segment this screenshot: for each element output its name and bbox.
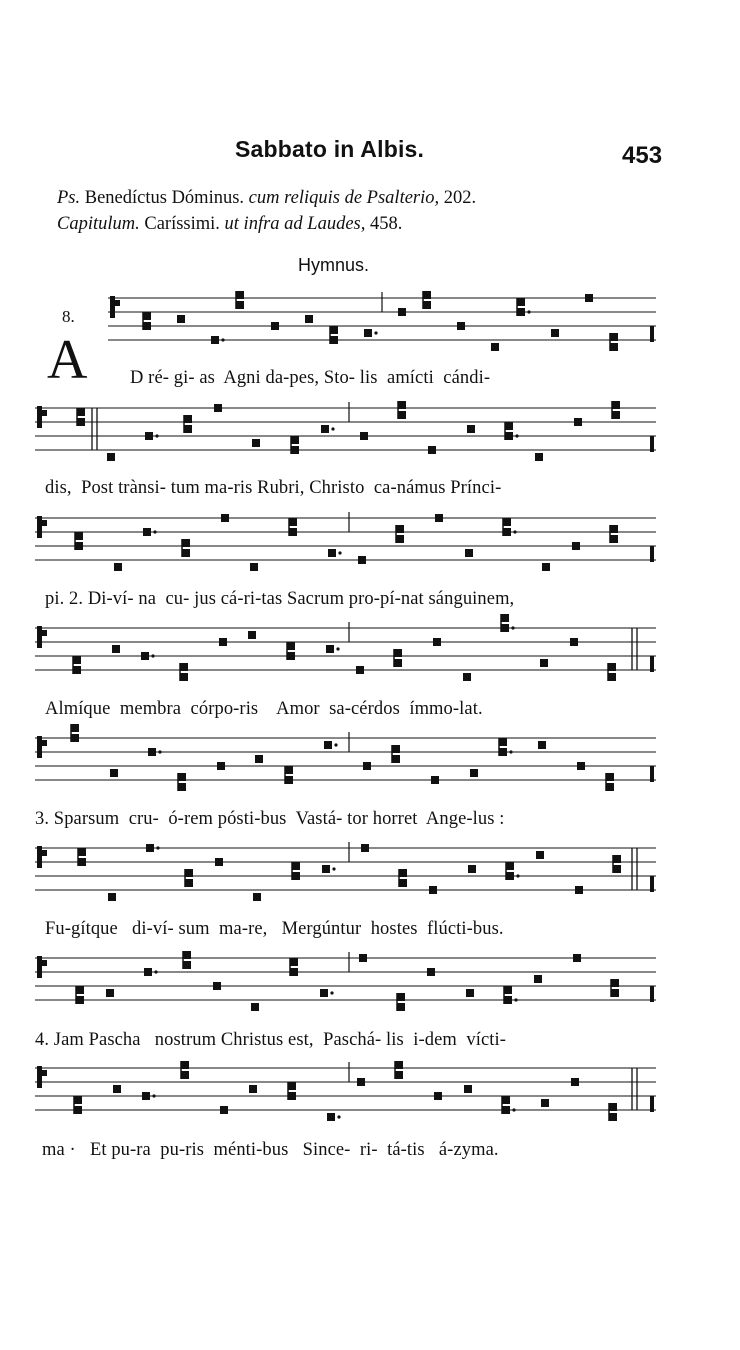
- lyric-line-5: 3. Sparsum cru- ó-rem pósti-bus Vastá- tor horret Ange-lus :: [35, 809, 505, 829]
- neume-upper: [78, 848, 86, 856]
- neume: [322, 865, 330, 873]
- neume: [184, 425, 192, 433]
- neume-upper: [504, 986, 512, 994]
- neume: [292, 872, 300, 880]
- neume-upper: [612, 401, 620, 409]
- neume-upper: [291, 436, 299, 444]
- c-clef-head: [42, 410, 47, 416]
- mora-dot: [513, 530, 516, 533]
- neume: [457, 322, 465, 330]
- neume-upper: [611, 979, 619, 987]
- neume: [182, 549, 190, 557]
- neume: [74, 1106, 82, 1114]
- mora-dot: [151, 654, 154, 657]
- neume: [183, 961, 191, 969]
- neume-upper: [185, 869, 193, 877]
- rubric-part: Ps.: [57, 188, 81, 208]
- neume: [288, 1092, 296, 1100]
- neume-upper: [75, 532, 83, 540]
- neume: [180, 673, 188, 681]
- mora-dot: [516, 874, 519, 877]
- neume-upper: [289, 518, 297, 526]
- neume-upper: [77, 408, 85, 416]
- c-clef: [37, 626, 42, 648]
- neume: [113, 1085, 121, 1093]
- neume: [610, 343, 618, 351]
- neume: [464, 1085, 472, 1093]
- neume: [107, 453, 115, 461]
- neume-upper: [288, 1082, 296, 1090]
- neume: [112, 645, 120, 653]
- neume-upper: [397, 993, 405, 1001]
- page-header-title: Sabbato in Albis.: [235, 136, 425, 162]
- neume: [431, 776, 439, 784]
- neume: [501, 624, 509, 632]
- neume-upper: [517, 298, 525, 306]
- neume: [143, 528, 151, 536]
- neume-upper: [180, 663, 188, 671]
- neume: [290, 968, 298, 976]
- neume: [506, 872, 514, 880]
- neume-upper: [501, 614, 509, 622]
- c-clef: [110, 296, 115, 318]
- neume-upper: [178, 773, 186, 781]
- neume: [364, 329, 372, 337]
- neume-upper: [76, 986, 84, 994]
- neume: [305, 315, 313, 323]
- neume: [394, 659, 402, 667]
- neume: [289, 528, 297, 536]
- mora-dot: [331, 427, 334, 430]
- neume: [423, 301, 431, 309]
- neume: [255, 755, 263, 763]
- neume: [427, 968, 435, 976]
- mora-dot: [334, 743, 337, 746]
- neume: [399, 879, 407, 887]
- neume: [271, 322, 279, 330]
- neume: [575, 886, 583, 894]
- neume-upper: [610, 525, 618, 533]
- c-clef: [37, 1066, 42, 1088]
- neume: [108, 893, 116, 901]
- neume: [143, 322, 151, 330]
- mora-dot: [336, 647, 339, 650]
- page-number: 453: [622, 142, 663, 169]
- neume: [499, 748, 507, 756]
- neume: [73, 666, 81, 674]
- neume: [146, 844, 154, 852]
- neume: [609, 1113, 617, 1121]
- custos: [650, 656, 654, 672]
- neume: [213, 982, 221, 990]
- c-clef-head: [42, 630, 47, 636]
- neume: [517, 308, 525, 316]
- custos: [650, 766, 654, 782]
- neume: [573, 954, 581, 962]
- neume: [214, 404, 222, 412]
- neume: [467, 425, 475, 433]
- custos: [650, 326, 654, 342]
- neume-upper: [506, 862, 514, 870]
- mora-dot: [158, 750, 161, 753]
- neume-upper: [236, 291, 244, 299]
- neume-upper: [609, 1103, 617, 1111]
- custos: [650, 876, 654, 892]
- mora-dot: [152, 1094, 155, 1097]
- neume: [363, 762, 371, 770]
- neume: [285, 776, 293, 784]
- neume: [250, 563, 258, 571]
- neume: [324, 741, 332, 749]
- neume-upper: [285, 766, 293, 774]
- neume: [468, 865, 476, 873]
- neume-upper: [183, 951, 191, 959]
- neume: [71, 734, 79, 742]
- custos: [650, 436, 654, 452]
- neume-upper: [395, 1061, 403, 1069]
- neume: [114, 563, 122, 571]
- c-clef: [37, 956, 42, 978]
- c-clef: [37, 846, 42, 868]
- c-clef-head: [42, 520, 47, 526]
- neume: [577, 762, 585, 770]
- neume: [572, 542, 580, 550]
- mora-dot: [509, 750, 512, 753]
- hymn-number: 8.: [62, 307, 75, 326]
- neume: [612, 411, 620, 419]
- neume: [570, 638, 578, 646]
- neume: [429, 886, 437, 894]
- neume: [536, 851, 544, 859]
- neume: [359, 954, 367, 962]
- neume: [252, 439, 260, 447]
- neume: [356, 666, 364, 674]
- neume: [211, 336, 219, 344]
- neume: [236, 301, 244, 309]
- neume: [330, 336, 338, 344]
- neume-upper: [398, 401, 406, 409]
- neume: [606, 783, 614, 791]
- neume: [538, 741, 546, 749]
- mora-dot: [337, 1115, 340, 1118]
- neume-upper: [499, 738, 507, 746]
- neume-upper: [330, 326, 338, 334]
- neume: [542, 563, 550, 571]
- neume-upper: [503, 518, 511, 526]
- neume: [398, 411, 406, 419]
- rubric-part: 458.: [365, 214, 403, 234]
- neume-upper: [73, 656, 81, 664]
- neume: [396, 535, 404, 543]
- neume: [534, 975, 542, 983]
- neume: [248, 631, 256, 639]
- c-clef-head: [115, 300, 120, 306]
- neume-upper: [143, 312, 151, 320]
- neume-upper: [181, 1061, 189, 1069]
- hymn-initial: A: [47, 329, 88, 391]
- neume: [185, 879, 193, 887]
- neume: [358, 556, 366, 564]
- neume: [249, 1085, 257, 1093]
- neume: [215, 858, 223, 866]
- neume: [253, 893, 261, 901]
- neume: [177, 315, 185, 323]
- neume: [541, 1099, 549, 1107]
- neume: [181, 1071, 189, 1079]
- mora-dot: [332, 867, 335, 870]
- neume: [110, 769, 118, 777]
- neume: [326, 645, 334, 653]
- neume: [395, 1071, 403, 1079]
- rubric-part: 202.: [439, 188, 477, 208]
- neume: [75, 542, 83, 550]
- neume-upper: [184, 415, 192, 423]
- neume: [610, 535, 618, 543]
- neume: [77, 418, 85, 426]
- neume: [144, 968, 152, 976]
- mora-dot: [153, 530, 156, 533]
- mora-dot: [156, 846, 159, 849]
- neume: [398, 308, 406, 316]
- neume: [535, 453, 543, 461]
- neume-upper: [71, 724, 79, 732]
- neume: [320, 989, 328, 997]
- c-clef-head: [42, 960, 47, 966]
- lyric-line-6: Fu-gítque di-ví- sum ma-re, Mergúntur hostes flúcti-bus.: [45, 919, 504, 939]
- neume: [106, 989, 114, 997]
- neume: [219, 638, 227, 646]
- neume: [321, 425, 329, 433]
- c-clef: [37, 516, 42, 538]
- neume-upper: [394, 649, 402, 657]
- neume-upper: [606, 773, 614, 781]
- lyric-line-8: ma · Et pu-ra pu-ris ménti-bus Since- ri- tá-tis á-zyma.: [42, 1140, 499, 1160]
- c-clef-head: [42, 850, 47, 856]
- mora-dot: [374, 331, 377, 334]
- neume: [571, 1078, 579, 1086]
- neume: [433, 638, 441, 646]
- neume: [502, 1106, 510, 1114]
- neume: [503, 528, 511, 536]
- neume: [145, 432, 153, 440]
- neume: [327, 1113, 335, 1121]
- custos: [650, 986, 654, 1002]
- neume: [466, 989, 474, 997]
- mora-dot: [155, 434, 158, 437]
- neume: [221, 514, 229, 522]
- neume: [504, 996, 512, 1004]
- mora-dot: [154, 970, 157, 973]
- neume-upper: [610, 333, 618, 341]
- neume: [611, 989, 619, 997]
- lyric-line-7: 4. Jam Pascha nostrum Christus est, Paschá- lis i-dem vícti-: [35, 1030, 506, 1050]
- neume: [608, 673, 616, 681]
- neume: [142, 1092, 150, 1100]
- neume: [360, 432, 368, 440]
- neume: [357, 1078, 365, 1086]
- rubric-part: Benedíctus Dóminus.: [80, 188, 249, 208]
- neume: [178, 783, 186, 791]
- mora-dot: [514, 998, 517, 1001]
- neume: [505, 432, 513, 440]
- neume: [328, 549, 336, 557]
- mora-dot: [515, 434, 518, 437]
- neume-upper: [613, 855, 621, 863]
- mora-dot: [512, 1108, 515, 1111]
- custos: [650, 1096, 654, 1112]
- neume: [465, 549, 473, 557]
- mora-dot: [527, 310, 530, 313]
- mora-dot: [338, 551, 341, 554]
- rubric-part: cum reliquis de Psalterio,: [248, 188, 440, 208]
- lyric-line-2: dis, Post trànsi- tum ma-ris Rubri, Christo ca-námus Prínci-: [45, 478, 502, 498]
- neume-upper: [505, 422, 513, 430]
- hymn-title: Hymnus.: [298, 255, 370, 275]
- neume: [141, 652, 149, 660]
- c-clef-head: [42, 1070, 47, 1076]
- neume: [397, 1003, 405, 1011]
- neume: [463, 673, 471, 681]
- mora-dot: [330, 991, 333, 994]
- neume: [491, 343, 499, 351]
- neume: [220, 1106, 228, 1114]
- c-clef-head: [42, 740, 47, 746]
- mora-dot: [221, 338, 224, 341]
- c-clef: [37, 406, 42, 428]
- lyric-line-1: D ré- gi- as Agni da-pes, Sto- lis amícti cándi-: [130, 368, 491, 388]
- neume: [613, 865, 621, 873]
- lyric-line-3: pi. 2. Di-ví- na cu- jus cá-ri-tas Sacrum pro-pí-nat sánguinem,: [45, 589, 515, 609]
- neume: [78, 858, 86, 866]
- neume: [291, 446, 299, 454]
- neume-upper: [396, 525, 404, 533]
- lyric-line-4: Almíque membra córpo-ris Amor sa-cérdos ímmo-lat.: [45, 699, 483, 719]
- neume-upper: [392, 745, 400, 753]
- neume-upper: [399, 869, 407, 877]
- neume: [551, 329, 559, 337]
- neume: [470, 769, 478, 777]
- neume-upper: [74, 1096, 82, 1104]
- neume: [574, 418, 582, 426]
- neume: [251, 1003, 259, 1011]
- neume: [287, 652, 295, 660]
- neume-upper: [287, 642, 295, 650]
- neume: [585, 294, 593, 302]
- neume: [392, 755, 400, 763]
- neume: [540, 659, 548, 667]
- rubric-part: Capitulum.: [57, 214, 140, 234]
- rubric-part: Caríssimi.: [139, 214, 225, 234]
- neume-upper: [608, 663, 616, 671]
- c-clef: [37, 736, 42, 758]
- neume: [217, 762, 225, 770]
- neume: [361, 844, 369, 852]
- rubric-part: ut infra ad Laudes,: [224, 214, 366, 234]
- neume: [435, 514, 443, 522]
- neume: [76, 996, 84, 1004]
- custos: [650, 546, 654, 562]
- neume: [428, 446, 436, 454]
- neume-upper: [182, 539, 190, 547]
- neume: [148, 748, 156, 756]
- neume-upper: [423, 291, 431, 299]
- neume: [434, 1092, 442, 1100]
- neume-upper: [292, 862, 300, 870]
- neume-upper: [290, 958, 298, 966]
- mora-dot: [511, 626, 514, 629]
- neume-upper: [502, 1096, 510, 1104]
